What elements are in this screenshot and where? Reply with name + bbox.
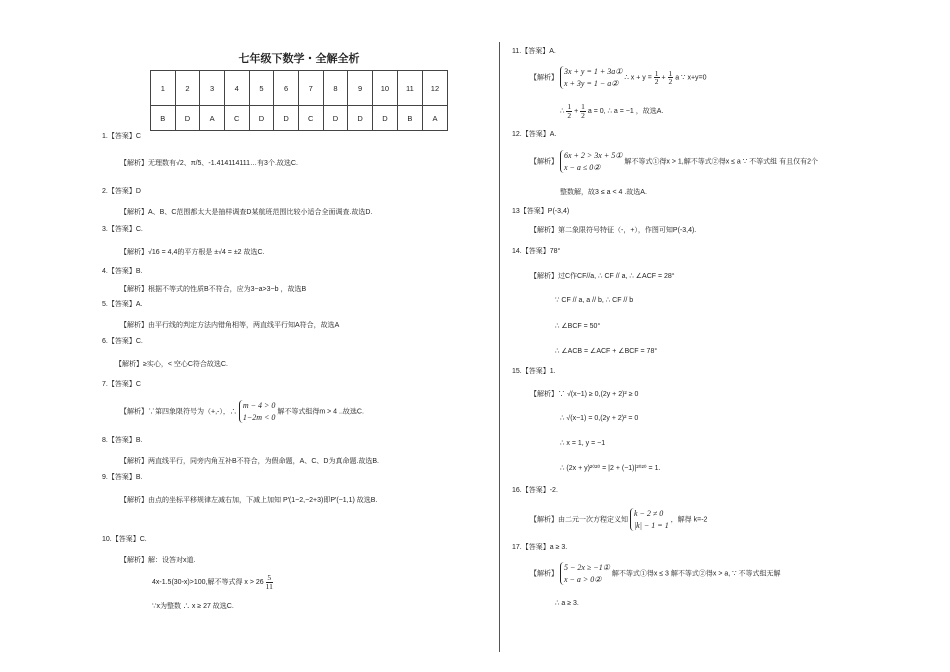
q16-system-line-2: |k| − 1 = 1	[633, 520, 669, 530]
table-cell: 4	[224, 71, 249, 106]
fraction-denominator: 2	[668, 77, 673, 87]
q14-line-4: ∴ ∠ACB = ∠ACF + ∠BCF = 78°	[555, 348, 658, 355]
q7-system-line-2: 1−2m < 0	[242, 412, 276, 422]
q4-explanation: 【解析】根据不等式的性质B不符合，应为3−a>3−b ，故选B	[120, 286, 307, 293]
table-cell: D	[348, 106, 373, 131]
q14-answer: 14.【答案】78°	[512, 248, 561, 255]
table-cell: A	[422, 106, 447, 131]
q17-explanation	[530, 562, 781, 585]
q17-inequality-system	[560, 562, 610, 585]
q12-inequality-system	[560, 150, 622, 173]
table-cell: 5	[249, 71, 274, 106]
answer-table-number-row	[151, 71, 448, 106]
q15-line-2: ∴ √(x−1) = 0,(2y + 2)² = 0	[560, 415, 639, 422]
q7-inequality-system	[239, 400, 276, 423]
table-cell: 6	[274, 71, 299, 106]
q8-explanation: 【解析】两直线平行，同旁内角互补B不符合，为假命题，A、C、D为真命题.故选B.	[120, 458, 380, 465]
q11-plus-2: +	[574, 107, 579, 115]
q7-system-line-1: m − 4 > 0	[242, 401, 276, 410]
q11-system-line-2: x + 3y = 1 − a②	[563, 78, 619, 88]
q7-explanation-tail: 解不等式组得m > 4 ..故选C.	[277, 408, 364, 416]
q17-line-2: ∴ a ≥ 3.	[555, 600, 579, 607]
q17-answer: 17.【答案】a ≥ 3.	[512, 544, 568, 551]
q12-line-2: 整数解，故3 ≤ a < 4 .故选A.	[560, 189, 647, 196]
q11-plus: +	[661, 74, 666, 82]
q11-result: a = 0, ∴ a = −1 ，故选A.	[587, 107, 664, 115]
q11-fraction-4	[580, 103, 586, 119]
q15-answer: 15.【答案】1.	[512, 368, 556, 375]
table-cell: A	[200, 106, 225, 131]
q11-explanation-lead: 【解析】	[530, 74, 558, 82]
table-cell: D	[372, 106, 397, 131]
q11-sum-text: ∴ x + y =	[624, 74, 652, 82]
q10-fraction	[266, 574, 273, 590]
q11-explanation	[530, 66, 707, 89]
table-cell: B	[151, 106, 176, 131]
q9-explanation: 【解析】由点的坐标平移规律左减右加，下减上加知 P′(1−2,−2+3)即P′(−1,1) 故选B.	[120, 497, 378, 504]
q16-answer: 16.【答案】-2.	[512, 487, 558, 494]
q10-line-2: ∵x为整数 ∴ x ≥ 27 故选C.	[152, 603, 234, 610]
q5-answer: 5.【答案】A.	[102, 301, 143, 308]
q2-answer: 2.【答案】D	[102, 188, 141, 195]
fraction-denominator: 11	[265, 581, 273, 591]
table-cell: D	[323, 106, 348, 131]
q10-inequality: 4x-1.5(30-x)>100,解不等式得 x > 26	[152, 578, 264, 586]
q16-explanation	[530, 508, 707, 531]
q17-explanation-body: 解不等式①得x ≤ 3 解不等式②得x > a, ∵ 不等式组无解	[611, 570, 781, 578]
table-cell: 3	[200, 71, 225, 106]
table-cell: 7	[298, 71, 323, 106]
table-cell: 8	[323, 71, 348, 106]
q17-system-line-1: 5 − 2x ≥ −1①	[563, 563, 610, 572]
q1-explanation: 【解析】无理数有√2、π/5、-1.414114111…有3个.故选C.	[120, 160, 298, 167]
q14-line-2: ∵ CF // a, a // b, ∴ CF // b	[555, 297, 634, 304]
q12-system-line-1: 6x + 2 > 3x + 5①	[563, 151, 623, 160]
q13-answer: 13【答案】P(-3,4)	[512, 208, 570, 215]
q16-condition-system	[630, 508, 669, 531]
table-cell: D	[249, 106, 274, 131]
q17-explanation-lead: 【解析】	[530, 570, 558, 578]
page-title: 七年级下数学・全解全析	[238, 52, 360, 65]
q8-answer: 8.【答案】B.	[102, 437, 143, 444]
q11-fraction-1	[654, 70, 660, 86]
q14-line-1: 【解析】过C作CF//a, ∴ CF // a, ∴ ∠ACF = 28°	[530, 273, 675, 280]
answer-table	[150, 70, 448, 131]
q12-explanation	[530, 150, 818, 173]
column-divider	[499, 42, 500, 652]
q10-line-1	[152, 574, 273, 590]
table-cell: D	[175, 106, 200, 131]
q17-system-line-2: x − a > 0②	[563, 574, 602, 584]
q7-explanation-lead: 【解析】∵第四象限符号为（+,-），∴	[120, 408, 237, 416]
table-cell: 2	[175, 71, 200, 106]
q7-answer: 7.【答案】C	[102, 381, 141, 388]
q16-result: ，解得 k=-2	[670, 516, 708, 524]
q12-system-line-2: x − a ≤ 0②	[563, 162, 601, 172]
fraction-numerator: 1	[654, 68, 659, 78]
q10-answer: 10.【答案】C.	[102, 536, 147, 543]
q11-therefore: ∴	[560, 107, 565, 115]
q13-explanation: 【解析】第二象限符号特征（-，+），作图可知P(-3,4).	[530, 227, 697, 234]
q11-fraction-2	[668, 70, 674, 86]
table-cell: B	[397, 106, 422, 131]
fraction-denominator: 2	[567, 110, 572, 120]
fraction-numerator: 1	[668, 68, 673, 78]
q16-system-line-1: k − 2 ≠ 0	[633, 509, 664, 518]
q4-answer: 4.【答案】B.	[102, 268, 143, 275]
answer-table-answer-row	[151, 106, 448, 131]
q12-answer: 12.【答案】A.	[512, 131, 557, 138]
q11-condition: a ∵ x+y=0	[675, 74, 707, 82]
table-cell: D	[274, 106, 299, 131]
table-cell: 10	[372, 71, 397, 106]
q11-line-2	[560, 103, 663, 119]
q10-explanation: 【解析】解：设答对x道.	[120, 557, 196, 564]
table-cell: 1	[151, 71, 176, 106]
fraction-numerator: 5	[267, 573, 272, 582]
q14-line-3: ∴ ∠BCF = 50°	[555, 323, 601, 330]
q6-explanation: 【解析】≥实心，< 空心C符合故选C.	[115, 361, 228, 368]
q16-explanation-lead: 【解析】由二元一次方程定义知	[530, 516, 628, 524]
q11-equation-system	[560, 66, 622, 89]
q7-explanation	[120, 400, 364, 423]
fraction-denominator: 2	[654, 77, 659, 87]
q11-system-line-1: 3x + y = 1 + 3a①	[563, 67, 623, 76]
q15-line-4: ∴ (2x + y)²⁰²⁰ = |2 + (−1)|²⁰²⁰ = 1.	[560, 465, 661, 472]
q11-answer: 11.【答案】A.	[512, 48, 556, 55]
q2-explanation: 【解析】A、B、C范围都太大是抽样调查D某航班范围比较小适合全面调查.故选D.	[120, 209, 373, 216]
table-cell: C	[298, 106, 323, 131]
q3-explanation: 【解析】√16 = 4,4的平方根是 ±√4 = ±2 故选C.	[120, 249, 265, 256]
fraction-numerator: 1	[581, 102, 585, 111]
q5-explanation: 【解析】由平行线的判定方法内错角相等，两直线平行知A符合，故选A	[120, 322, 340, 329]
q3-answer: 3.【答案】C.	[102, 226, 143, 233]
table-cell: 9	[348, 71, 373, 106]
q12-explanation-lead: 【解析】	[530, 158, 558, 166]
q15-line-3: ∴ x = 1, y = −1	[560, 440, 606, 447]
q9-answer: 9.【答案】B.	[102, 474, 143, 481]
q15-line-1: 【解析】∵ √(x−1) ≥ 0,(2y + 2)² ≥ 0	[530, 391, 639, 398]
table-cell: 11	[397, 71, 422, 106]
q6-answer: 6.【答案】C.	[102, 338, 143, 345]
q11-fraction-3	[566, 103, 572, 119]
table-cell: 12	[422, 71, 447, 106]
fraction-denominator: 2	[581, 110, 585, 120]
table-cell: C	[224, 106, 249, 131]
q1-answer: 1.【答案】C	[102, 133, 141, 140]
q12-explanation-body: 解不等式①得x > 1,解不等式②得x ≤ a ∵ 不等式组 有且仅有2个	[624, 158, 818, 166]
fraction-numerator: 1	[567, 102, 572, 111]
